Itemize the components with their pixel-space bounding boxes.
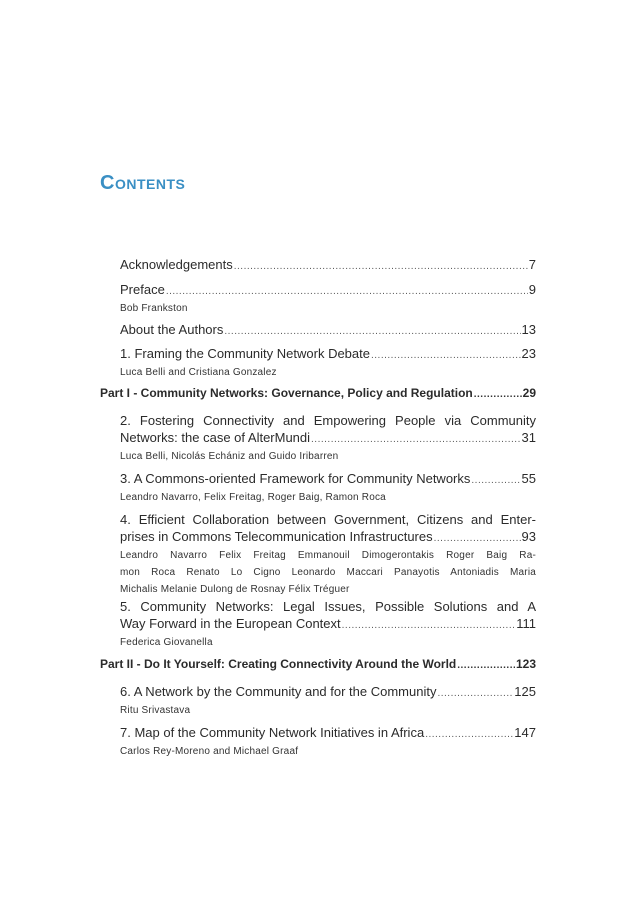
- toc-page-number: 111: [516, 616, 536, 631]
- toc-entry-title-line: 2. Fostering Connectivity and Empowering People via Community: [120, 413, 536, 428]
- dot-leader: [474, 385, 522, 403]
- toc-entry-title: 7. Map of the Community Network Initiatives in Africa: [120, 725, 425, 740]
- toc-entry-authors: Federica Giovanella: [120, 637, 213, 648]
- toc-page-number: 123: [515, 657, 536, 671]
- toc-entry-title-line: Way Forward in the European Context: [120, 616, 341, 631]
- toc-page-number: 125: [514, 684, 536, 699]
- toc-page-number: 9: [528, 282, 536, 297]
- contents-heading: Contents: [100, 172, 186, 194]
- toc-entry-acknowledgements[interactable]: [120, 256, 536, 275]
- toc-entry-authors: Ritu Srivastava: [120, 705, 191, 716]
- toc-entry-chapter-3[interactable]: [120, 470, 536, 506]
- toc-part-title: Part I - Community Networks: Governance, Policy and Regulation: [100, 386, 473, 400]
- toc-page-number: 55: [521, 471, 536, 486]
- toc-entry-title: Preface: [120, 282, 165, 297]
- toc-page-number: 147: [514, 725, 536, 740]
- dot-leader: [166, 281, 528, 300]
- toc-entry-chapter-6[interactable]: [120, 683, 536, 719]
- toc-entry-title: About the Authors: [120, 322, 224, 337]
- toc-entry-title-line: prises in Commons Telecommunication Infrastructures: [120, 529, 433, 544]
- toc-entry-chapter-1[interactable]: [120, 345, 536, 381]
- toc-page-number: 93: [521, 529, 536, 544]
- toc-page-number: 13: [521, 322, 536, 337]
- toc-entry-preface[interactable]: [120, 281, 536, 317]
- toc-entry-authors: Luca Belli and Cristiana Gonzalez: [120, 367, 277, 378]
- dot-leader: [224, 321, 520, 340]
- toc-page-number: 23: [521, 346, 536, 361]
- toc-page-number: 7: [528, 257, 536, 272]
- toc-entry-authors: Leandro Navarro, Felix Freitag, Roger Baig, Ramon Roca: [120, 492, 386, 503]
- toc-part-1[interactable]: [100, 385, 536, 403]
- toc-entry-chapter-2[interactable]: [120, 412, 536, 465]
- toc-page-number: 31: [521, 430, 536, 445]
- toc-entry-title-line: 4. Efficient Collaboration between Government, Citizens and Enter-: [120, 512, 536, 527]
- dot-leader: [425, 724, 513, 743]
- toc-entry-authors-line: Michalis Melanie Dulong de Rosnay Félix Tréguer: [120, 584, 350, 595]
- toc-entry-title: 3. A Commons-oriented Framework for Community Networks: [120, 471, 471, 486]
- dot-leader: [342, 615, 516, 634]
- toc-entry-chapter-7[interactable]: [120, 724, 536, 760]
- toc-entry-authors: Luca Belli, Nicolás Echániz and Guido Iribarren: [120, 451, 339, 462]
- toc-entry-authors-line: mon Roca Renato Lo Cigno Leonardo Maccari Panayotis Antoniadis Maria: [120, 567, 536, 578]
- toc-page-number: 29: [522, 386, 536, 400]
- toc-entry-title-line: 5. Community Networks: Legal Issues, Possible Solutions and A: [120, 599, 536, 614]
- dot-leader: [471, 470, 520, 489]
- toc-part-title: Part II - Do It Yourself: Creating Connectivity Around the World: [100, 657, 457, 671]
- toc-entry-chapter-4[interactable]: [120, 511, 536, 598]
- toc-entry-title: 6. A Network by the Community and for the Community: [120, 684, 437, 699]
- dot-leader: [311, 429, 521, 448]
- dot-leader: [234, 256, 528, 275]
- toc-entry-authors: Carlos Rey-Moreno and Michael Graaf: [120, 746, 299, 757]
- toc-entry-about-authors[interactable]: [120, 321, 536, 340]
- toc-part-2[interactable]: [100, 656, 536, 674]
- toc-entry-title: Acknowledgements: [120, 257, 233, 272]
- toc-entry-chapter-5[interactable]: [120, 598, 536, 651]
- toc-entry-title: 1. Framing the Community Network Debate: [120, 346, 370, 361]
- toc-entry-authors-line: Leandro Navarro Felix Freitag Emmanouil Dimogerontakis Roger Baig Ra-: [120, 550, 536, 561]
- toc-entry-title-line: Networks: the case of AlterMundi: [120, 430, 311, 445]
- toc-entry-authors: Bob Frankston: [120, 303, 188, 314]
- dot-leader: [371, 345, 521, 364]
- dot-leader: [457, 656, 515, 674]
- dot-leader: [437, 683, 513, 702]
- dot-leader: [434, 528, 521, 547]
